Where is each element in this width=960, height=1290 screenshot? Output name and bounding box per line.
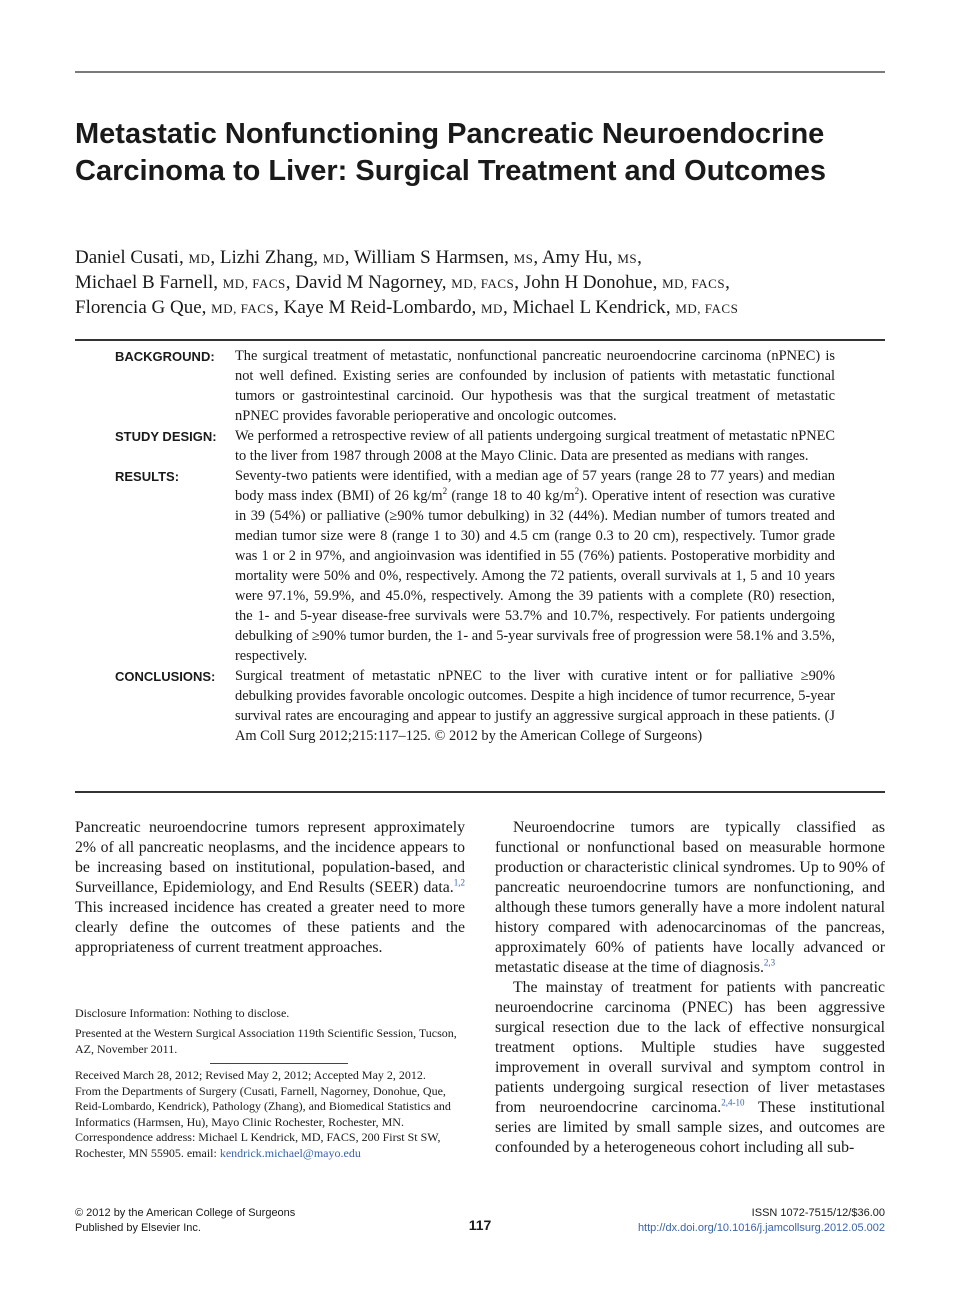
body-paragraph	[495, 978, 885, 1158]
abstract-conclusions	[75, 666, 885, 746]
paragraph-text: Neuroendocrine tumors are typically classified as functional or nonfunctional based on measurable hormone production or characteristic clinical syndromes. Up to 90% of pancreatic neuroendocrine tumors are nonfunctioning, and although these tumors generally have a more indolent natural history compared with adenocarcinomas of the pancreas, approximately 60% of patients have locally advanced or metastatic disease at the time of diagnosis.	[495, 819, 885, 976]
presentation-note: Presented at the Western Surgical Association 119th Scientific Session, Tucson, AZ, November 2011.	[75, 1026, 457, 1056]
affiliation-notes	[75, 1068, 465, 1161]
paragraph-text: Pancreatic neuroendocrine tumors represent approximately 2% of all pancreatic neoplasms, and the incidence appears to be increasing based on institutional, population-based, and Surveillance, Epidemiology, and End Results (SEER) data.	[75, 819, 465, 896]
author-name: John H Donohue	[523, 272, 653, 293]
correspondence-note	[75, 1130, 465, 1161]
author-name: Lizhi Zhang	[219, 247, 314, 268]
author-name: William S Harmsen	[353, 247, 505, 268]
top-rule	[75, 71, 885, 73]
issn-text: ISSN 1072-7515/12/$36.00	[751, 1207, 885, 1219]
author-name: Daniel Cusati	[75, 247, 179, 268]
author-degree: MD	[188, 251, 211, 266]
results-text-c: ). Operative intent of resection was curative in 39 (54%) or palliative (≥90% tumor debulking) in 32 (44%). Median number of tumors treated and median tumor size were 8 (range 1 to 30) and 4.5 cm (range 0.3 to 20 cm), respectively. Tumor grade was 1 or 2 in 97%, and angioinvasion was identified in 55 (76%) patients. Postoperative morbidity and mortality were 50% and 0%, respectively. Among the 72 patients, overall survivals at 1, 5 and 10 years were 97.1%, 59.9%, and 45.0%, respectively. Among the 39 patients with a complete (R0) resection, the 1- and 5-year disease-free survivals were 53.7% and 10.7%, respectively. For patients undergoing debulking of ≥90% tumor burden, the 1- and 5-year survivals free of progression were 58.1% and 3.5%, respectively.	[235, 488, 836, 664]
results-text-b: (range 18 to 40 kg/m	[447, 488, 575, 504]
superscript: 2	[574, 486, 580, 497]
abstract-text: The surgical treatment of metastatic, nonfunctional pancreatic neuroendocrine carcinoma (nPNEC) is not well defined. Existing series are confounded by inclusion of patients with metastatic functional tumors or gastrointestinal carcinoid. Our hypothesis was that the surgical treatment of metastatic nPNEC provides favorable perioperative and oncologic outcomes.	[235, 348, 835, 424]
abstract-label: STUDY DESIGN:	[115, 429, 217, 444]
author-name: Florencia G Que	[75, 297, 202, 318]
body-column-right	[495, 818, 885, 1158]
author-degree: MD	[481, 301, 503, 316]
author-name: Michael L Kendrick	[512, 297, 666, 318]
author-degree: MD, FACS	[662, 276, 726, 291]
abstract-bottom-rule	[75, 791, 885, 793]
author-name: David M Nagorney	[295, 272, 442, 293]
abstract-background	[75, 346, 885, 426]
correspondence-text: Correspondence address: Michael L Kendrick, MD, FACS, 200 First St SW, Rochester, MN 55905. email:	[75, 1130, 441, 1160]
abstract-study-design	[75, 426, 885, 466]
copyright-text: © 2012 by the American College of Surgeons	[75, 1207, 296, 1219]
results-text-a: Seventy-two patients were identified, with a median age of 57 years (range 28 to 77 years) and median body mass index (BMI) of 26 kg/m	[235, 468, 835, 504]
affiliation-note: From the Departments of Surgery (Cusati, Farnell, Nagorney, Donohue, Que, Reid-Lombardo, Kendrick), Pathology (Zhang), and Biomedical Statistics and Informatics (Harmsen, Hu), Mayo Clinic Rochester, Rochester, MN.	[75, 1083, 451, 1129]
author-degree: MD, FACS	[222, 276, 286, 291]
citation-link[interactable]: 2,4-10	[721, 1097, 745, 1108]
email-link[interactable]: kendrick.michael@mayo.edu	[219, 1145, 361, 1160]
footnote-rule	[210, 1063, 348, 1064]
paragraph-text: The mainstay of treatment for patients with pancreatic neuroendocrine carcinoma (PNEC) has been aggressive surgical resection due to the lack of effective nonsurgical treatment options. Multiple studies have suggested improvement in overall survival and symptom control in patients undergoing surgical resection of liver metastases from neuroendocrine carcinoma.	[495, 979, 885, 1116]
footer-right	[638, 1206, 885, 1236]
author-degree: MD	[322, 251, 345, 266]
abstract	[75, 346, 885, 746]
body-column-left	[75, 818, 465, 958]
abstract-text	[235, 466, 835, 666]
author-line-2: Michael B Farnell, MD, FACS, David M Nagorney, MD, FACS, John H Donohue, MD, FACS,	[75, 272, 730, 293]
abstract-label: RESULTS:	[115, 469, 180, 484]
author-degree: MS	[513, 251, 534, 266]
paragraph-text: This increased incidence has created a greater need to more clearly define the outcomes of these patients and the appropriateness of current treatment approaches.	[75, 899, 465, 956]
superscript: 2	[442, 486, 448, 497]
citation-link[interactable]: 2,3	[763, 957, 776, 968]
author-degree: MS	[617, 251, 638, 266]
author-degree: MD, FACS	[211, 301, 275, 316]
body-paragraph	[75, 818, 465, 958]
author-degree: MD, FACS	[675, 301, 739, 316]
page-number: 117	[468, 1217, 492, 1233]
article-title: Metastatic Nonfunctioning Pancreatic Neuroendocrine Carcinoma to Liver: Surgical Treatment and Outcomes	[75, 118, 826, 187]
abstract-top-rule	[75, 339, 885, 341]
author-name: Michael B Farnell	[75, 272, 214, 293]
doi-link[interactable]: http://dx.doi.org/10.1016/j.jamcollsurg.2012.05.002	[637, 1222, 885, 1234]
paragraph-text: These institutional series are limited by small sample sizes, and outcomes are confounded by a heterogeneous cohort including all sub-	[495, 1099, 885, 1156]
publisher-text: Published by Elsevier Inc.	[75, 1222, 201, 1234]
abstract-text: Surgical treatment of metastatic nPNEC to the liver with curative intent or for palliative ≥90% debulking provides favorable oncologic outcomes. Despite a high incidence of tumor recurrence, 5-year survival rates are encouraging and appear to justify an aggressive surgical approach in these patients. (J Am Coll Surg 2012;215:117–125. © 2012 by the American College of Surgeons)	[235, 668, 835, 744]
body-paragraph	[495, 818, 885, 978]
citation-link[interactable]: 1,2	[453, 877, 465, 888]
author-name: Amy Hu	[541, 247, 608, 268]
author-line-1: Daniel Cusati, MD, Lizhi Zhang, MD, William S Harmsen, MS, Amy Hu, MS,	[75, 247, 642, 268]
author-name: Kaye M Reid-Lombardo	[283, 297, 472, 318]
author-degree: MD, FACS	[451, 276, 515, 291]
abstract-text: We performed a retrospective review of all patients undergoing surgical treatment of metastatic nPNEC to the liver from 1987 through 2008 at the Mayo Clinic. Data are presented as medians with ranges.	[235, 428, 835, 464]
abstract-label: BACKGROUND:	[115, 349, 215, 364]
author-line-3: Florencia G Que, MD, FACS, Kaye M Reid-Lombardo, MD, Michael L Kendrick, MD, FACS	[75, 297, 739, 318]
received-note: Received March 28, 2012; Revised May 2, 2012; Accepted May 2, 2012.	[75, 1068, 426, 1082]
abstract-label: CONCLUSIONS:	[115, 669, 216, 684]
abstract-results	[75, 466, 885, 666]
disclosure-note: Disclosure Information: Nothing to disclose.	[75, 1006, 290, 1020]
author-list	[75, 246, 885, 321]
